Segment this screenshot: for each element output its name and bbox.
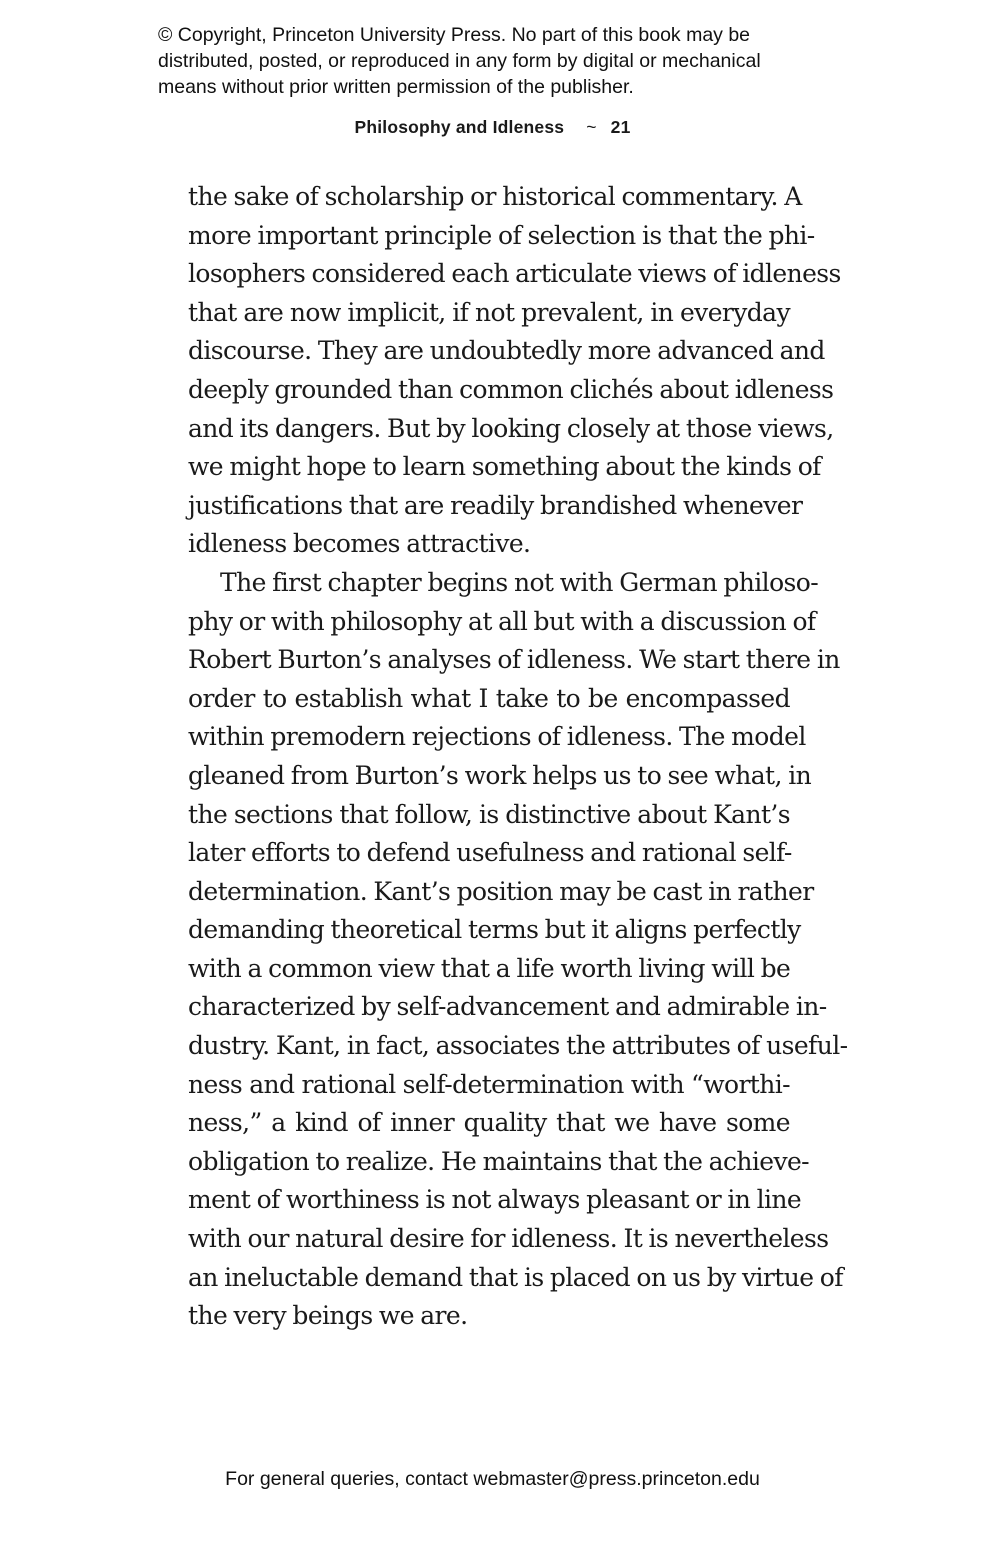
text-line: within premodern rejections of idleness. The model	[188, 722, 806, 752]
text-line: the very beings we are.	[188, 1301, 468, 1331]
text-line: phy or with philosophy at all but with a discussion of	[188, 606, 816, 636]
text-line: an ineluctable demand that is placed on us by virtue of	[188, 1262, 843, 1292]
body-text	[188, 178, 848, 1336]
text-line: order to establish what I take to be encompassed	[188, 683, 790, 713]
text-line: more important principle of selection is that the phi-	[188, 220, 815, 250]
text-line: the sake of scholarship or historical commentary. A	[188, 182, 802, 211]
running-head-title: Philosophy and Idleness	[354, 117, 565, 137]
text-line: later efforts to defend usefulness and rational self-	[188, 838, 792, 868]
text-line: justifications that are readily brandished whenever	[188, 490, 803, 520]
page-number: 21	[610, 117, 631, 137]
text-line: discourse. They are undoubtedly more advanced and	[188, 336, 825, 366]
text-line: we might hope to learn something about the kinds of	[188, 452, 821, 482]
text-line: idleness becomes attractive.	[188, 529, 531, 559]
text-line: characterized by self-advancement and admirable in-	[188, 992, 827, 1022]
text-line: The first chapter begins not with German philoso-	[220, 567, 819, 597]
copyright-line: © Copyright, Princeton University Press. No part of this book may be	[158, 24, 751, 46]
text-line: losophers considered each articulate views of idleness	[188, 259, 841, 289]
text-line: obligation to realize. He maintains that the achieve-	[188, 1146, 810, 1176]
text-line: ness and rational self-determination with “worthi-	[188, 1069, 790, 1099]
text-line: and its dangers. But by looking closely at those views,	[188, 413, 834, 443]
text-line: dustry. Kant, in fact, associates the attributes of useful-	[188, 1031, 848, 1061]
copyright-line: means without prior written permission of the publisher.	[158, 76, 634, 98]
text-line: gleaned from Burton’s work helps us to see what, in	[188, 760, 812, 790]
running-head	[0, 117, 985, 138]
copyright-notice	[158, 22, 858, 100]
text-line: ment of worthiness is not always pleasant or in line	[188, 1185, 802, 1215]
text-line: determination. Kant’s position may be cast in rather	[188, 876, 814, 906]
text-line: demanding theoretical terms but it aligns perfectly	[188, 915, 801, 945]
text-line: ness,” a kind of inner quality that we have some	[188, 1108, 790, 1138]
text-line: deeply grounded than common clichés about idleness	[188, 374, 834, 404]
text-line: with our natural desire for idleness. It is nevertheless	[188, 1224, 829, 1254]
footer-contact: For general queries, contact webmaster@press.princeton.edu	[225, 1468, 760, 1490]
copyright-line: distributed, posted, or reproduced in any form by digital or mechanical	[158, 50, 761, 72]
running-head-separator: ~	[586, 117, 597, 137]
text-line: Robert Burton’s analyses of idleness. We start there in	[188, 645, 840, 675]
text-line: with a common view that a life worth living will be	[188, 953, 791, 983]
text-line: the sections that follow, is distinctive about Kant’s	[188, 799, 790, 829]
text-line: that are now implicit, if not prevalent, in everyday	[188, 297, 790, 327]
paragraph-1	[188, 178, 841, 564]
paragraph-2	[188, 564, 848, 1336]
